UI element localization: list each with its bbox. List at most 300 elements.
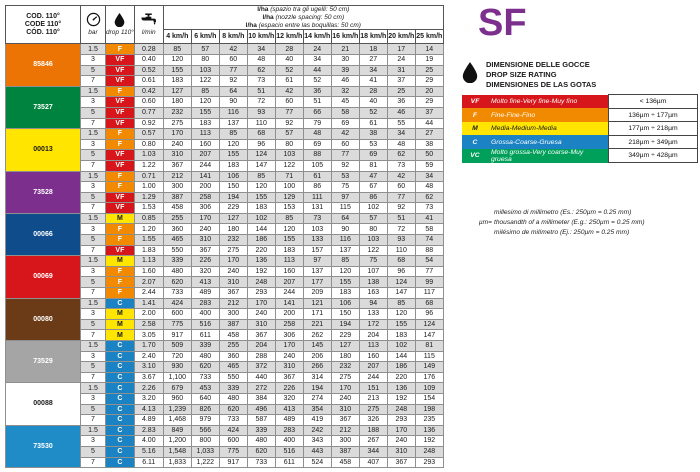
lha-value: 207	[275, 277, 303, 288]
lha-value: 255	[163, 213, 191, 224]
nozzle-code-73530: 73530	[6, 425, 81, 467]
lha-value: 113	[359, 341, 387, 352]
lha-value: 733	[247, 457, 275, 468]
lha-value: 42	[331, 129, 359, 140]
lha-value: 68	[387, 256, 415, 267]
lha-value: 103	[359, 235, 387, 246]
lha-value: 113	[275, 256, 303, 267]
drop-column-header	[106, 6, 135, 44]
drop-size-code: F	[106, 44, 135, 55]
lha-value: 163	[359, 288, 387, 299]
lha-value: 124	[415, 319, 443, 330]
lha-value: 244	[275, 288, 303, 299]
lha-value: 120	[191, 97, 219, 108]
drop-size-code: F	[106, 139, 135, 150]
lha-value: 133	[359, 309, 387, 320]
lha-value: 85	[387, 298, 415, 309]
lha-value: 272	[247, 383, 275, 394]
drop-size-code: VF	[106, 54, 135, 65]
lha-value: 27	[359, 54, 387, 65]
flow-rate-lmin: 1.22	[134, 160, 163, 171]
lha-value: 240	[219, 266, 247, 277]
lha-value: 170	[247, 298, 275, 309]
lha-value: 516	[191, 319, 219, 330]
lha-value: 155	[191, 107, 219, 118]
speed-header-cell: 4 km/h	[163, 30, 191, 44]
lha-value: 367	[191, 245, 219, 256]
lha-value: 61	[275, 76, 303, 87]
lha-value: 275	[219, 245, 247, 256]
lha-value: 480	[163, 266, 191, 277]
lha-value: 64	[331, 213, 359, 224]
lha-value: 29	[415, 76, 443, 87]
lha-value: 103	[303, 224, 331, 235]
bar-value: 7	[81, 372, 106, 383]
lha-value: 587	[247, 415, 275, 426]
lha-value: 46	[331, 76, 359, 87]
lha-value: 293	[387, 415, 415, 426]
lha-value: 55	[387, 118, 415, 129]
lha-value: 110	[247, 118, 275, 129]
lha-value: 679	[163, 383, 191, 394]
lha-value: 192	[415, 436, 443, 447]
lha-value: 248	[247, 277, 275, 288]
bar-value: 3	[81, 266, 106, 277]
footnote-prefix	[470, 228, 492, 238]
lha-value: 226	[275, 383, 303, 394]
table-row	[6, 171, 444, 182]
lha-value: 620	[219, 404, 247, 415]
lha-value: 19	[415, 54, 443, 65]
lha-value: 80	[359, 224, 387, 235]
bar-value: 3	[81, 182, 106, 193]
lha-value: 69	[303, 139, 331, 150]
lha-value: 300	[219, 309, 247, 320]
lha-value: 155	[163, 65, 191, 76]
lha-value: 34	[387, 129, 415, 140]
flow-rate-lmin: 4.89	[134, 415, 163, 426]
lha-value: 343	[303, 436, 331, 447]
lha-value: 93	[387, 235, 415, 246]
lha-value: 192	[247, 266, 275, 277]
lha-value: 293	[247, 288, 275, 299]
table-row	[6, 383, 444, 394]
flow-rate-lmin: 1.41	[134, 298, 163, 309]
flow-rate-lmin: 1.53	[134, 203, 163, 214]
lha-value: 220	[247, 245, 275, 256]
lha-value: 77	[387, 192, 415, 203]
drop-size-code: C	[106, 404, 135, 415]
lha-value: 34	[303, 54, 331, 65]
lha-value: 120	[163, 54, 191, 65]
lha-value: 144	[387, 351, 415, 362]
lha-value: 283	[191, 298, 219, 309]
lha-value: 46	[387, 107, 415, 118]
legend-description: Molto fine-Very fine-Muy fino	[488, 95, 609, 109]
flow-rate-lmin: 1.13	[134, 256, 163, 267]
lha-value: 212	[331, 425, 359, 436]
lha-value: 344	[359, 446, 387, 457]
lha-value: 188	[359, 425, 387, 436]
lha-value: 106	[331, 298, 359, 309]
lha-value: 103	[191, 65, 219, 76]
lha-value: 155	[219, 150, 247, 161]
lha-value: 85	[247, 171, 275, 182]
lha-value: 41	[359, 76, 387, 87]
lha-value: 600	[219, 436, 247, 447]
lha-value: 258	[191, 192, 219, 203]
lha-column-group-header	[163, 6, 443, 30]
nozzle-code-73529: 73529	[6, 341, 81, 383]
lha-value: 24	[387, 54, 415, 65]
lha-value: 611	[191, 330, 219, 341]
lha-value: 413	[275, 404, 303, 415]
lha-value: 37	[387, 76, 415, 87]
lha-value: 153	[275, 203, 303, 214]
lha-value: 194	[303, 383, 331, 394]
flow-rate-lmin: 1.29	[134, 192, 163, 203]
bar-value: 7	[81, 203, 106, 214]
lha-value: 138	[359, 277, 387, 288]
lha-value: 310	[247, 319, 275, 330]
lha-value: 32	[331, 86, 359, 97]
lha-value: 94	[359, 298, 387, 309]
nozzle-code-73528: 73528	[6, 171, 81, 213]
lha-value: 320	[191, 266, 219, 277]
flow-rate-lmin: 1.03	[134, 150, 163, 161]
lha-value: 367	[219, 288, 247, 299]
lha-value: 109	[415, 383, 443, 394]
lha-value: 111	[303, 192, 331, 203]
lha-value: 183	[247, 203, 275, 214]
lha-value: 155	[247, 192, 275, 203]
drop-size-code: C	[106, 362, 135, 373]
lha-value: 77	[415, 266, 443, 277]
code-header-line-es: CÓD. 110°	[26, 28, 60, 36]
flow-rate-lmin: 0.40	[134, 54, 163, 65]
drop-size-code: C	[106, 298, 135, 309]
lha-value: 275	[331, 372, 359, 383]
lha-value: 141	[191, 171, 219, 182]
footnote-line	[470, 218, 645, 228]
lha-value: 121	[303, 298, 331, 309]
drop-size-code: F	[106, 235, 135, 246]
lha-value: 137	[303, 266, 331, 277]
flow-rate-lmin: 3.05	[134, 330, 163, 341]
lha-value: 137	[331, 245, 359, 256]
legend-size-range: 136µm ÷ 177µm	[609, 108, 698, 122]
lha-value: 550	[163, 245, 191, 256]
lha-value: 72	[387, 224, 415, 235]
legend-code: C	[462, 135, 488, 149]
lha-value: 44	[415, 118, 443, 129]
lha-value: 151	[359, 383, 387, 394]
bar-value: 1.5	[81, 129, 106, 140]
lha-value: 367	[275, 372, 303, 383]
lha-value: 61	[359, 118, 387, 129]
drop-size-code: C	[106, 457, 135, 468]
lha-value: 180	[163, 97, 191, 108]
lha-value: 232	[331, 362, 359, 373]
lha-value: 75	[359, 256, 387, 267]
lha-value: 96	[387, 266, 415, 277]
lha-value: 620	[163, 277, 191, 288]
lha-value: 90	[331, 224, 359, 235]
faucet-icon	[140, 13, 157, 29]
lha-value: 58	[415, 224, 443, 235]
bar-value: 3	[81, 54, 106, 65]
bar-value: 3	[81, 309, 106, 320]
drop-size-code: C	[106, 446, 135, 457]
lha-value: 42	[219, 44, 247, 55]
bar-value: 1.5	[81, 256, 106, 267]
bar-column-header	[81, 6, 106, 44]
lha-value: 147	[415, 330, 443, 341]
lha-value: 36	[303, 86, 331, 97]
lha-value: 170	[387, 425, 415, 436]
bar-value: 5	[81, 404, 106, 415]
lha-value: 283	[275, 425, 303, 436]
lha-value: 213	[359, 393, 387, 404]
lha-value: 69	[331, 118, 359, 129]
lha-value: 145	[303, 341, 331, 352]
lha-value: 115	[415, 351, 443, 362]
lha-value: 85	[331, 256, 359, 267]
lha-value: 75	[331, 182, 359, 193]
flow-rate-lmin: 0.61	[134, 76, 163, 87]
drop-size-code: VF	[106, 203, 135, 214]
lha-value: 240	[247, 309, 275, 320]
lha-value: 443	[303, 446, 331, 457]
lha-value: 85	[191, 86, 219, 97]
bar-value: 3	[81, 97, 106, 108]
lmin-column-header	[134, 6, 163, 44]
lha-value: 266	[303, 362, 331, 373]
lha-value: 155	[387, 319, 415, 330]
lha-value: 240	[387, 436, 415, 447]
lha-value: 28	[359, 86, 387, 97]
code-column-header	[6, 6, 81, 44]
lha-value: 51	[303, 97, 331, 108]
lha-value: 339	[247, 425, 275, 436]
bar-value: 3	[81, 351, 106, 362]
lha-value: 73	[415, 203, 443, 214]
lha-value: 849	[163, 425, 191, 436]
lha-value: 339	[191, 341, 219, 352]
lha-value: 80	[275, 139, 303, 150]
drop-size-code: C	[106, 415, 135, 426]
lha-value: 39	[331, 65, 359, 76]
lha-value: 85	[219, 129, 247, 140]
lha-value: 72	[247, 97, 275, 108]
lha-value: 172	[359, 319, 387, 330]
lha-value: 198	[415, 404, 443, 415]
lha-value: 489	[275, 415, 303, 426]
lha-value: 25	[415, 65, 443, 76]
lha-value: 186	[247, 235, 275, 246]
lha-value: 59	[415, 160, 443, 171]
lha-value: 136	[387, 383, 415, 394]
drop-size-code: C	[106, 436, 135, 447]
lha-value: 69	[359, 150, 387, 161]
legend-title	[486, 60, 596, 90]
lha-value: 310	[387, 446, 415, 457]
flow-rate-lmin: 2.00	[134, 309, 163, 320]
lha-value: 133	[303, 235, 331, 246]
bar-value: 7	[81, 415, 106, 426]
lha-value: 74	[415, 235, 443, 246]
lha-value: 137	[219, 118, 247, 129]
lha-value: 465	[163, 235, 191, 246]
bar-value: 5	[81, 150, 106, 161]
drop-size-code: F	[106, 86, 135, 97]
lha-value: 170	[163, 129, 191, 140]
lha-value: 274	[303, 393, 331, 404]
lha-value: 917	[219, 457, 247, 468]
lha-value: 424	[163, 298, 191, 309]
lha-value: 25	[387, 86, 415, 97]
drop-size-code: F	[106, 224, 135, 235]
lha-value: 496	[247, 404, 275, 415]
lha-value: 92	[275, 118, 303, 129]
lha-value: 124	[387, 277, 415, 288]
lha-value: 170	[331, 383, 359, 394]
lha-value: 258	[275, 319, 303, 330]
lha-value: 244	[191, 160, 219, 171]
nozzle-code-85846: 85846	[6, 44, 81, 86]
lha-value: 30	[331, 54, 359, 65]
lha-value: 42	[275, 86, 303, 97]
lha-value: 413	[191, 277, 219, 288]
lha-value: 14	[415, 44, 443, 55]
legend-drop-icon	[462, 62, 478, 88]
lha-value: 48	[303, 129, 331, 140]
lha-value: 170	[275, 341, 303, 352]
lha-value: 93	[247, 107, 275, 118]
lha-value: 53	[359, 139, 387, 150]
lha-header-line-it: l/ha (spazio tra gli ugelli: 50 cm)	[257, 6, 350, 13]
bar-value: 3	[81, 224, 106, 235]
lha-value: 221	[303, 319, 331, 330]
lha-value: 800	[191, 436, 219, 447]
table-row	[6, 256, 444, 267]
footnote-line	[470, 228, 645, 238]
lha-value: 177	[303, 277, 331, 288]
lha-value: 176	[415, 372, 443, 383]
flow-rate-lmin: 2.07	[134, 277, 163, 288]
lha-value: 102	[387, 341, 415, 352]
lha-value: 240	[331, 393, 359, 404]
speed-header-cell: 20 km/h	[387, 30, 415, 44]
table-row	[6, 213, 444, 224]
lha-value: 310	[219, 277, 247, 288]
legend-code: M	[462, 122, 488, 136]
nozzle-code-00069: 00069	[6, 256, 81, 298]
speed-header-cell: 16 km/h	[331, 30, 359, 44]
lha-value: 105	[303, 160, 331, 171]
lha-value: 77	[331, 150, 359, 161]
lha-value: 275	[359, 404, 387, 415]
footnote-text: millesimo di millimetro (Es.: 250µm = 0.25 mm)	[494, 209, 632, 216]
flow-rate-lmin: 0.92	[134, 118, 163, 129]
lha-value: 242	[303, 425, 331, 436]
legend-row-VF	[462, 95, 698, 109]
lha-value: 917	[163, 330, 191, 341]
lha-value: 480	[219, 393, 247, 404]
table-row	[6, 341, 444, 352]
bar-value: 7	[81, 288, 106, 299]
drop-size-code: C	[106, 393, 135, 404]
lha-value: 120	[247, 182, 275, 193]
lha-value: 120	[219, 139, 247, 150]
lha-value: 17	[387, 44, 415, 55]
lha-value: 86	[303, 182, 331, 193]
lha-value: 207	[359, 362, 387, 373]
flow-rate-lmin: 1.55	[134, 235, 163, 246]
lha-value: 48	[415, 182, 443, 193]
lha-value: 620	[247, 446, 275, 457]
lha-value: 566	[191, 425, 219, 436]
lha-value: 62	[247, 65, 275, 76]
lha-value: 77	[275, 107, 303, 118]
lha-value: 48	[387, 139, 415, 150]
lha-value: 360	[163, 224, 191, 235]
lha-value: 122	[359, 245, 387, 256]
lha-value: 147	[247, 160, 275, 171]
lha-value: 115	[331, 203, 359, 214]
lha-value: 293	[415, 457, 443, 468]
nozzle-code-00013: 00013	[6, 129, 81, 171]
legend-table	[462, 94, 698, 163]
lha-value: 320	[275, 393, 303, 404]
lha-value: 99	[415, 277, 443, 288]
legend-code: F	[462, 108, 488, 122]
bar-value: 5	[81, 192, 106, 203]
drop-size-code: F	[106, 266, 135, 277]
lha-value: 480	[247, 436, 275, 447]
drop-size-code: C	[106, 351, 135, 362]
lha-value: 129	[275, 192, 303, 203]
legend-description: Grossa-Coarse-Gruesa	[488, 135, 609, 149]
lha-value: 620	[191, 362, 219, 373]
bar-value: 5	[81, 362, 106, 373]
code-header-line-it: COD. 110°	[26, 12, 60, 20]
legend-row-F	[462, 108, 698, 122]
lha-value: 160	[359, 351, 387, 362]
lha-value: 113	[191, 129, 219, 140]
flow-rate-lmin: 6.11	[134, 457, 163, 468]
lha-value: 85	[275, 213, 303, 224]
lha-value: 40	[359, 97, 387, 108]
lha-value: 232	[219, 235, 247, 246]
bar-value: 5	[81, 319, 106, 330]
code-header-line-en: CODE 110°	[24, 20, 62, 28]
lha-value: 400	[191, 309, 219, 320]
lha-value: 367	[331, 415, 359, 426]
lha-value: 226	[191, 256, 219, 267]
bar-value: 5	[81, 65, 106, 76]
lha-value: 314	[303, 372, 331, 383]
lha-value: 387	[163, 192, 191, 203]
lha-value: 45	[331, 97, 359, 108]
lha-value: 310	[275, 362, 303, 373]
lha-value: 149	[415, 362, 443, 373]
lha-value: 110	[387, 245, 415, 256]
lha-value: 73	[387, 160, 415, 171]
lha-value: 86	[359, 192, 387, 203]
legend-description: Media-Medium-Media	[488, 122, 609, 136]
lha-value: 440	[247, 372, 275, 383]
